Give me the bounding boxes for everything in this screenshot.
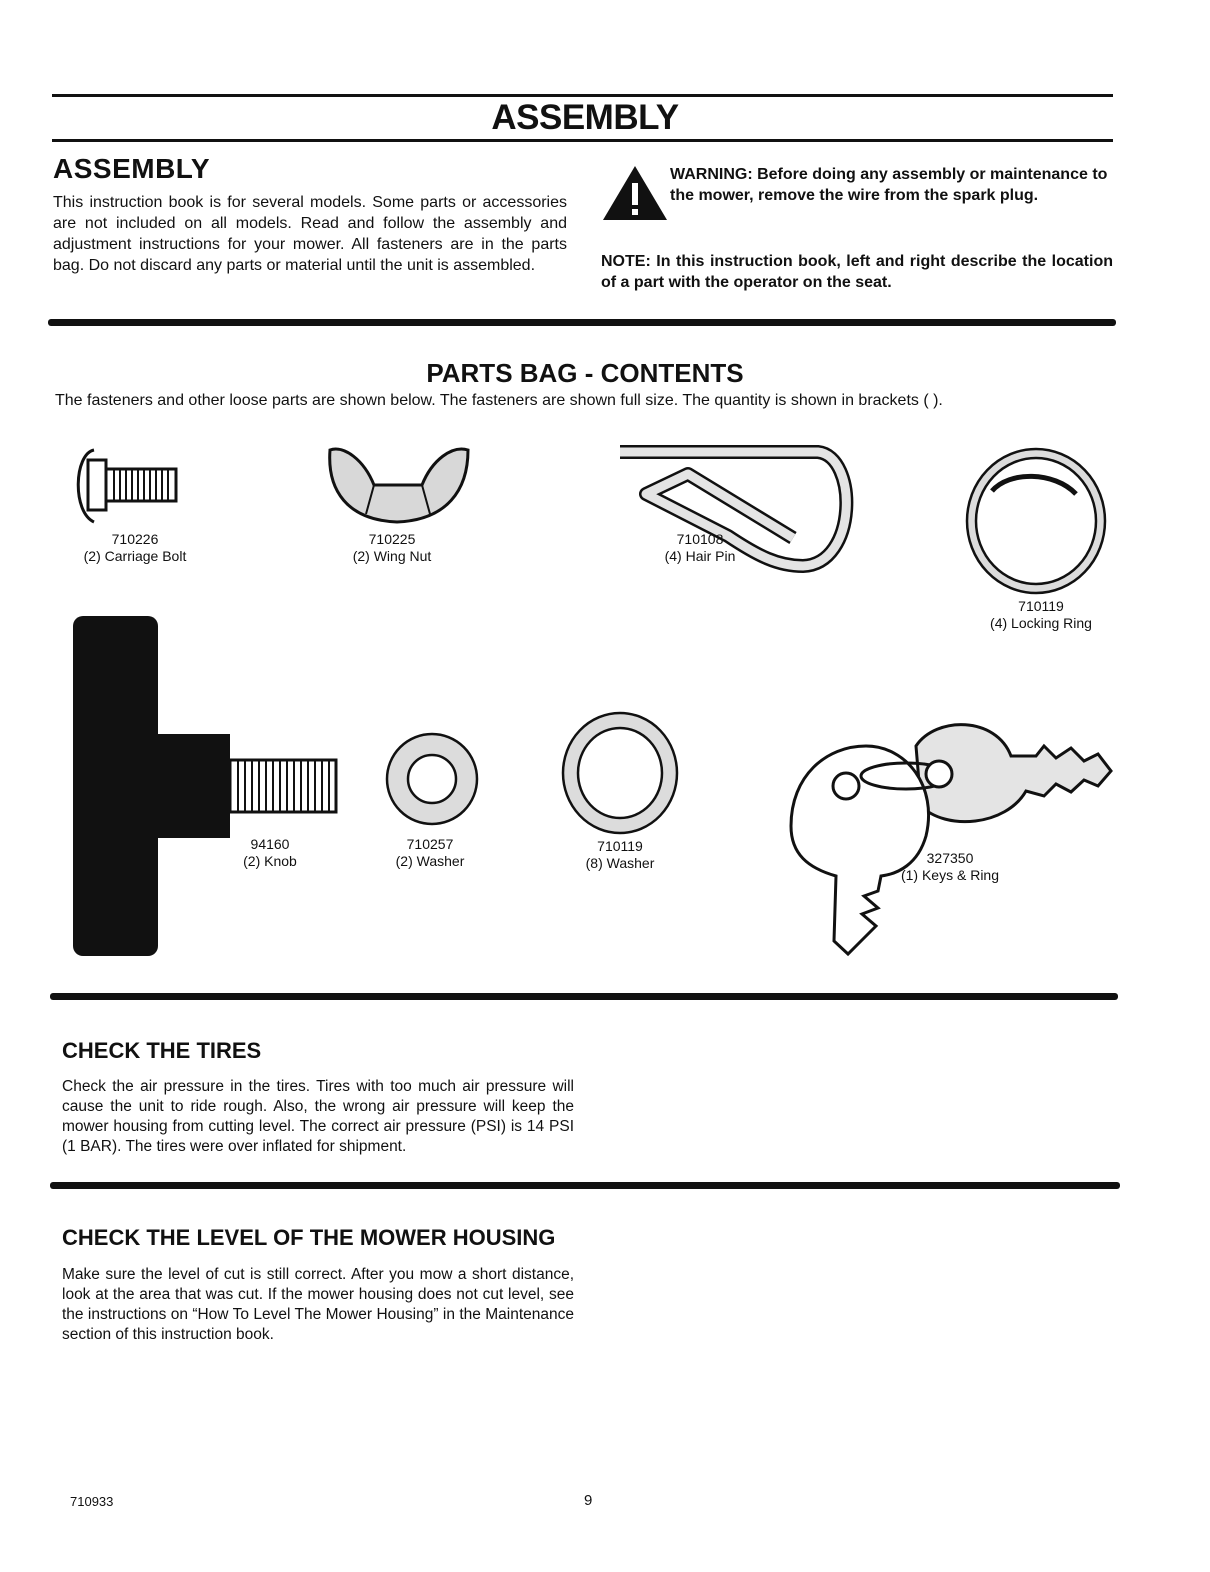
part-number: 710257 bbox=[406, 836, 454, 852]
part-number: 710225 bbox=[368, 531, 416, 547]
part-description: (1) Keys & Ring bbox=[900, 867, 1000, 883]
header-top-rule bbox=[52, 94, 1113, 97]
mower-level-text: Make sure the level of cut is still correct. After you mow a short distance, look at the area that was cut. If the mower housing does not cut level, see the instructions on “How To Level The Mower Housing” in the Maintenance section of this instruction book. bbox=[62, 1266, 574, 1343]
tires-heading: CHECK THE TIRES bbox=[62, 1038, 262, 1063]
part-label-washer-710257 bbox=[375, 836, 485, 870]
assembly-heading: ASSEMBLY bbox=[53, 153, 211, 184]
part-description: (2) Carriage Bolt bbox=[83, 548, 187, 564]
part-label-knob bbox=[225, 836, 315, 870]
locking-ring-icon bbox=[964, 446, 1108, 596]
note-text: NOTE: In this instruction book, left and right describe the location of a part with the operator on the seat. bbox=[601, 253, 1113, 291]
warning-icon bbox=[603, 166, 667, 220]
page-title: ASSEMBLY bbox=[491, 98, 679, 137]
washer-large-icon bbox=[560, 710, 680, 836]
part-description: (2) Wing Nut bbox=[352, 548, 432, 564]
part-number: 710119 bbox=[597, 838, 643, 854]
part-number: 710226 bbox=[111, 531, 159, 547]
part-description: (8) Washer bbox=[585, 855, 655, 871]
tires-text: Check the air pressure in the tires. Tires with too much air pressure will cause the unit to ride rough. Also, the wrong air pressure will keep the mower housing from cutting level. The correct air pressure (PSI) is 14 PSI (1 BAR). The tires were over inflated for shipment. bbox=[62, 1078, 574, 1155]
document-code: 710933 bbox=[70, 1494, 114, 1509]
washer-small-icon bbox=[384, 731, 480, 827]
part-description: (4) Locking Ring bbox=[990, 615, 1092, 631]
part-label-wing-nut bbox=[322, 531, 462, 565]
part-description: (2) Washer bbox=[395, 853, 465, 869]
header-bottom-rule bbox=[52, 139, 1113, 142]
assembly-intro-text: This instruction book is for several models. Some parts or accessories are not included on all models. Read and follow the assembly and adjustment instructions for your mower. All fasteners are in the parts bag. Do not discard any parts or material until the unit is assembled. bbox=[53, 194, 567, 274]
mower-level-heading: CHECK THE LEVEL OF THE MOWER HOUSING bbox=[62, 1225, 556, 1250]
wing-nut-icon bbox=[322, 440, 474, 526]
knob-icon bbox=[70, 612, 340, 962]
carriage-bolt-icon bbox=[64, 442, 184, 532]
warning-text: WARNING: Before doing any assembly or maintenance to the mower, remove the wire from the spark plug. bbox=[670, 166, 1108, 204]
keys-and-ring-icon bbox=[786, 716, 1116, 960]
part-number: 94160 bbox=[250, 836, 290, 852]
part-label-locking-ring bbox=[970, 598, 1112, 632]
part-number: 327350 bbox=[926, 850, 974, 866]
page-number: 9 bbox=[584, 1492, 593, 1509]
parts-bag-heading: PARTS BAG - CONTENTS bbox=[426, 358, 744, 388]
part-description: (2) Knob bbox=[243, 853, 297, 869]
part-description: (4) Hair Pin bbox=[664, 548, 736, 564]
part-label-keys-and-ring bbox=[888, 850, 1012, 884]
part-label-washer-710119 bbox=[570, 838, 670, 872]
section-divider-3 bbox=[50, 1182, 1120, 1189]
part-number: 710108 bbox=[676, 531, 724, 547]
part-number: 710119 bbox=[1018, 598, 1064, 614]
section-divider-2 bbox=[50, 993, 1118, 1000]
part-label-hair-pin bbox=[640, 531, 760, 565]
section-divider-1 bbox=[48, 319, 1116, 326]
part-label-carriage-bolt bbox=[60, 531, 210, 565]
parts-bag-description: The fasteners and other loose parts are shown below. The fasteners are shown full size. The quantity is shown in brackets ( ). bbox=[55, 392, 943, 409]
